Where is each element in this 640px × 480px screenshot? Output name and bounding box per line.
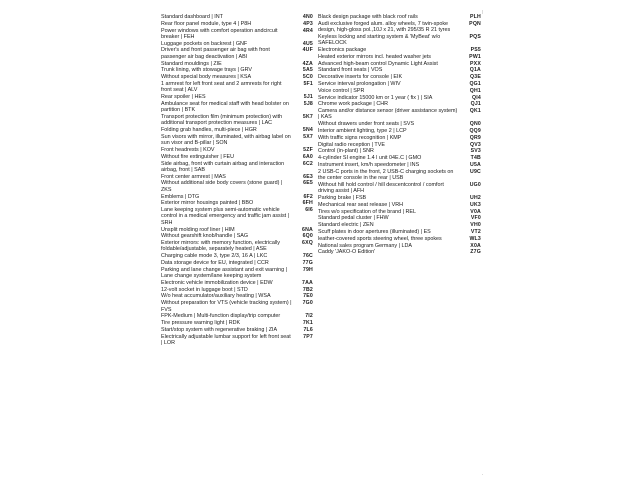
equipment-description: Without preparation for VTS (vehicle tracking system) | FVS bbox=[161, 300, 292, 313]
equipment-code: X0A bbox=[470, 242, 481, 249]
equipment-row bbox=[161, 14, 313, 20]
equipment-description: Exterior mirrors: with memory function, electrically foldable/adjustable, separately heated | ASE bbox=[161, 240, 280, 253]
equipment-row bbox=[318, 54, 481, 60]
equipment-code: PQS bbox=[469, 33, 481, 40]
equipment-row bbox=[318, 243, 481, 249]
equipment-code: QR9 bbox=[469, 134, 481, 141]
equipment-description: Control (in-plant) | SNR bbox=[318, 148, 374, 155]
equipment-row bbox=[161, 334, 313, 347]
equipment-row bbox=[161, 180, 313, 193]
equipment-row bbox=[318, 249, 481, 255]
equipment-row bbox=[318, 61, 481, 67]
equipment-row bbox=[318, 215, 481, 221]
equipment-row bbox=[318, 88, 481, 94]
equipment-code: 4R4 bbox=[302, 27, 313, 34]
equipment-description: Luggage pockets on backrest | GNF bbox=[161, 40, 248, 47]
equipment-code: VF0 bbox=[470, 215, 481, 222]
equipment-description: Voice control | SPR bbox=[318, 87, 365, 94]
equipment-code: V0A bbox=[470, 208, 481, 215]
equipment-code: QQ9 bbox=[469, 128, 481, 135]
equipment-code: QJ1 bbox=[470, 101, 481, 108]
equipment-code: 4N0 bbox=[302, 14, 313, 20]
equipment-row bbox=[161, 28, 313, 41]
equipment-row bbox=[161, 61, 313, 67]
equipment-description: Transport protection film (minimum protection) with additional transport protection measures | LAC bbox=[161, 113, 283, 127]
equipment-code: 7I2 bbox=[305, 313, 313, 320]
equipment-row bbox=[318, 121, 481, 127]
equipment-code: QN0 bbox=[469, 121, 481, 128]
equipment-code: 5A5 bbox=[302, 67, 313, 74]
equipment-code: 79H bbox=[302, 266, 313, 273]
equipment-description: Audi exclusive forged alum. alloy wheels, 7 twin-spoke design, high-gloss pol.,10J x 21, with 295/35 R 21 tyres bbox=[318, 20, 451, 34]
equipment-code: 5J1 bbox=[303, 94, 313, 101]
equipment-code: T4B bbox=[470, 155, 481, 162]
equipment-row bbox=[318, 14, 481, 20]
equipment-row bbox=[161, 161, 313, 174]
equipment-code: 6E3 bbox=[303, 173, 313, 180]
equipment-description: Emblems | DTG bbox=[161, 193, 200, 200]
equipment-description: Without gearshift knob/handle | SAG bbox=[161, 233, 249, 240]
equipment-description: Electronic vehicle immobilization device | EDW bbox=[161, 279, 273, 286]
equipment-code: 7B2 bbox=[302, 286, 313, 293]
equipment-row bbox=[318, 169, 481, 182]
equipment-description: 4-cylinder SI engine 1.4 l unit 04E.C | GMO bbox=[318, 155, 422, 162]
equipment-row bbox=[161, 280, 313, 286]
equipment-code: 4ZA bbox=[302, 60, 313, 67]
equipment-row bbox=[161, 174, 313, 180]
equipment-row bbox=[161, 81, 313, 94]
equipment-description: Instrument insert, km/h speedometer | INS bbox=[318, 162, 420, 169]
equipment-row bbox=[161, 227, 313, 233]
equipment-description: Power windows with comfort operation andcircuit breaker | FEH bbox=[161, 27, 278, 40]
equipment-code: VH0 bbox=[470, 222, 481, 229]
equipment-code: 6NA bbox=[302, 226, 313, 233]
equipment-code: 5F1 bbox=[303, 80, 313, 87]
equipment-description: Charging cable mode 3, type 2/3, 16 A | LKC bbox=[161, 253, 268, 260]
equipment-description: Driver's and front passenger air bag with front passenger air bag deactivation | ABI bbox=[161, 47, 270, 60]
equipment-description: Decorative inserts for console | EIK bbox=[318, 74, 403, 81]
equipment-row bbox=[161, 47, 313, 60]
equipment-code: 6XQ bbox=[302, 240, 313, 247]
equipment-row bbox=[318, 47, 481, 53]
equipment-description: Chrome work package | CHR bbox=[318, 101, 389, 108]
equipment-code: 4UF bbox=[302, 47, 313, 54]
equipment-code: PXX bbox=[470, 60, 481, 67]
equipment-code: 6C2 bbox=[302, 160, 313, 167]
equipment-code: 6Q0 bbox=[302, 233, 313, 240]
equipment-code: UG0 bbox=[469, 181, 481, 188]
equipment-code: Q3E bbox=[470, 74, 481, 81]
equipment-code: 6A0 bbox=[302, 153, 313, 160]
equipment-description: Without hill hold control / hill descentcontrol / comfort driving assist | AFH bbox=[318, 181, 444, 195]
equipment-row bbox=[161, 207, 313, 226]
equipment-description: Rear floor panel module, type 4 | P8H bbox=[161, 20, 252, 27]
equipment-row bbox=[161, 154, 313, 160]
equipment-description: Rear spoiler | HES bbox=[161, 94, 206, 101]
equipment-description: Standard front seats | VOS bbox=[318, 67, 383, 74]
equipment-description: Keyless locking and starting system & 'MyBeat' w/o SAFELOCK bbox=[318, 33, 441, 47]
equipment-code: QK1 bbox=[469, 108, 481, 115]
equipment-row bbox=[161, 147, 313, 153]
equipment-description: leather-covered sports steering wheel, three spokes bbox=[318, 235, 442, 242]
equipment-code: 5X7 bbox=[303, 133, 313, 140]
equipment-description: 12-volt socket in luggage boot | STD bbox=[161, 286, 248, 293]
equipment-description: Exterior mirror housings painted | BBO bbox=[161, 200, 254, 207]
equipment-description: Caddy 'JAKO-O Edition' bbox=[318, 249, 376, 256]
equipment-description: Without special body measures | KSA bbox=[161, 74, 252, 81]
equipment-description: Heated exterior mirrors incl. heated washer jets bbox=[318, 53, 431, 60]
equipment-code: 7AA bbox=[302, 279, 313, 286]
equipment-code: 7E0 bbox=[303, 293, 313, 300]
equipment-description: Without fire extinguisher | FEU bbox=[161, 153, 235, 160]
equipment-code: 7G0 bbox=[302, 300, 313, 307]
equipment-row bbox=[318, 195, 481, 201]
equipment-row bbox=[318, 236, 481, 242]
equipment-row bbox=[161, 320, 313, 326]
equipment-row bbox=[318, 67, 481, 73]
equipment-row bbox=[161, 194, 313, 200]
equipment-list-page bbox=[161, 14, 483, 474]
equipment-code: 6I6 bbox=[305, 207, 313, 214]
equipment-row bbox=[161, 240, 313, 253]
equipment-row bbox=[161, 200, 313, 206]
equipment-code: 4U5 bbox=[302, 40, 313, 47]
equipment-code: 6FH bbox=[302, 200, 313, 207]
equipment-description: Electronics package bbox=[318, 46, 367, 53]
equipment-row bbox=[318, 74, 481, 80]
equipment-description: Tire pressure warning light | RDK bbox=[161, 320, 241, 327]
equipment-description: Interior ambient lighting, type 2 | LCP bbox=[318, 128, 407, 135]
equipment-row bbox=[318, 155, 481, 161]
equipment-description: Without drawers under front seats | SVS bbox=[318, 121, 415, 128]
equipment-description: 1 armrest for left front seat and 2 armrests for right front seat | ALV bbox=[161, 80, 282, 94]
equipment-row bbox=[318, 128, 481, 134]
equipment-code: QG1 bbox=[469, 80, 481, 87]
equipment-description: Lane keeping system plus semi-automatic vehicle control in a medical emergency and traffic jam assist | SRH bbox=[161, 207, 290, 226]
equipment-description: Standard pedal cluster | FHW bbox=[318, 215, 389, 222]
equipment-code: U5A bbox=[470, 162, 481, 169]
equipment-code: 76C bbox=[302, 253, 313, 260]
equipment-row bbox=[161, 267, 313, 280]
equipment-code: 6F2 bbox=[303, 193, 313, 200]
equipment-description: Front headrests | KOV bbox=[161, 146, 215, 153]
equipment-row bbox=[318, 229, 481, 235]
equipment-row bbox=[161, 293, 313, 299]
equipment-description: Without additional side body covers (stone guard) | ZKS bbox=[161, 180, 283, 193]
equipment-row bbox=[318, 162, 481, 168]
equipment-code: SV3 bbox=[470, 148, 481, 155]
equipment-code: 6E5 bbox=[303, 180, 313, 187]
equipment-description: Standard mouldings | ZIE bbox=[161, 60, 222, 67]
equipment-code: Q1A bbox=[469, 67, 481, 74]
equipment-description: Scuff plates in door apertures (illuminated) | ES bbox=[318, 229, 431, 235]
equipment-description: Front center armrest | MAS bbox=[161, 173, 226, 180]
equipment-row bbox=[318, 34, 481, 47]
equipment-description: 2 USB-C ports in the front, 2 USB-C charging sockets on the center console in the rear | USB bbox=[318, 168, 454, 182]
equipment-description: Data storage device for EU, integrated | CCR bbox=[161, 259, 269, 266]
equipment-code: 7L6 bbox=[303, 326, 313, 333]
equipment-code: QV3 bbox=[470, 141, 481, 148]
equipment-row bbox=[318, 135, 481, 141]
equipment-code: UK3 bbox=[470, 201, 481, 208]
equipment-description: Tires w/o specification of the brand | REL bbox=[318, 208, 416, 215]
equipment-description: With traffic signs recognition | KMP bbox=[318, 134, 402, 141]
equipment-code: 77G bbox=[302, 259, 313, 266]
equipment-row bbox=[318, 209, 481, 215]
equipment-code: PQN bbox=[469, 20, 481, 27]
equipment-row bbox=[161, 41, 313, 47]
equipment-row bbox=[161, 300, 313, 313]
equipment-row bbox=[161, 74, 313, 80]
equipment-code: UH2 bbox=[470, 195, 481, 202]
equipment-row bbox=[161, 134, 313, 147]
equipment-description: Service interval prolongation | WIV bbox=[318, 80, 401, 87]
equipment-description: Trunk lining, with stowage trays | GRV bbox=[161, 67, 252, 74]
equipment-code: WL3 bbox=[469, 235, 481, 242]
equipment-description: Standard electric | ZEN bbox=[318, 222, 374, 229]
equipment-code: 5ZF bbox=[303, 146, 313, 153]
equipment-row bbox=[318, 81, 481, 87]
equipment-description: Sun visors with mirror, illuminated, with airbag label on sun visor and B-pillar | SON bbox=[161, 133, 291, 147]
equipment-row bbox=[161, 233, 313, 239]
equipment-row bbox=[161, 94, 313, 100]
equipment-row bbox=[161, 260, 313, 266]
equipment-row bbox=[161, 313, 313, 319]
left-equipment-column bbox=[161, 14, 313, 347]
equipment-description: National sales program Germany | LDA bbox=[318, 242, 412, 249]
equipment-description: Side airbag, front with curtain airbag and interaction airbag, front | SAB bbox=[161, 160, 285, 173]
equipment-description: Start/stop system with regenerative braking | ZIA bbox=[161, 326, 278, 333]
equipment-code: PW1 bbox=[469, 53, 481, 60]
equipment-code: 5C0 bbox=[302, 74, 313, 81]
equipment-code: QI4 bbox=[472, 94, 481, 101]
equipment-description: FPK-Medium | Multi-function display/trip computer bbox=[161, 313, 281, 320]
equipment-code: Z7G bbox=[470, 249, 481, 256]
equipment-code: VT2 bbox=[470, 229, 481, 235]
equipment-description: Folding grab handles, multi-piece | HGR bbox=[161, 127, 257, 134]
equipment-row bbox=[161, 127, 313, 133]
equipment-description: Camera and/or distance sensor (driver assistance system) | KAS bbox=[318, 108, 458, 121]
equipment-description: Parking and lane change assistant and exit warning | Lane change system/lane keeping system bbox=[161, 266, 288, 280]
equipment-row bbox=[318, 142, 481, 148]
equipment-code: 5J8 bbox=[303, 100, 313, 107]
equipment-row bbox=[161, 327, 313, 333]
equipment-row bbox=[318, 148, 481, 154]
equipment-row bbox=[318, 182, 481, 195]
equipment-description: Service indicator 15000 km or 1 year ( fix ) | SIA bbox=[318, 94, 433, 101]
equipment-row bbox=[161, 101, 313, 114]
equipment-code: 5N4 bbox=[302, 127, 313, 134]
equipment-row bbox=[318, 202, 481, 208]
equipment-description: Electrically adjustable lumbar support for left front seat | LOR bbox=[161, 333, 291, 347]
equipment-description: Standard dashboard | INT bbox=[161, 14, 223, 20]
equipment-code: 4P3 bbox=[303, 20, 313, 27]
equipment-description: Parking brake | FSB bbox=[318, 195, 367, 202]
equipment-description: Mechanical rear seat release | VRH bbox=[318, 201, 403, 208]
equipment-row bbox=[161, 114, 313, 127]
equipment-code: 5K7 bbox=[302, 113, 313, 120]
equipment-row bbox=[318, 95, 481, 101]
equipment-code: PS5 bbox=[470, 46, 481, 53]
equipment-description: Unsplit molding roof liner | HIM bbox=[161, 226, 235, 233]
equipment-row bbox=[318, 21, 481, 34]
equipment-row bbox=[318, 108, 481, 121]
equipment-description: Ambulance seat for medical staff with head bolster on partition | BTK bbox=[161, 100, 289, 114]
equipment-row bbox=[318, 222, 481, 228]
equipment-row bbox=[161, 253, 313, 259]
equipment-code: U9C bbox=[470, 168, 481, 175]
equipment-code: PLH bbox=[470, 14, 481, 20]
equipment-row bbox=[161, 21, 313, 27]
equipment-description: W/o heat accumulator/auxiliary heating | WSA bbox=[161, 293, 271, 300]
equipment-description: Black design package with black roof rails bbox=[318, 14, 418, 20]
equipment-row bbox=[161, 287, 313, 293]
right-equipment-column bbox=[318, 14, 481, 256]
equipment-code: QH1 bbox=[469, 87, 481, 94]
equipment-description: Digital radio reception | TVE bbox=[318, 141, 385, 148]
equipment-description: Advanced high-beam control Dynamic Light Assist bbox=[318, 60, 438, 67]
equipment-row bbox=[161, 67, 313, 73]
equipment-code: 7K1 bbox=[302, 320, 313, 327]
equipment-code: 7P7 bbox=[303, 333, 313, 340]
equipment-row bbox=[318, 101, 481, 107]
